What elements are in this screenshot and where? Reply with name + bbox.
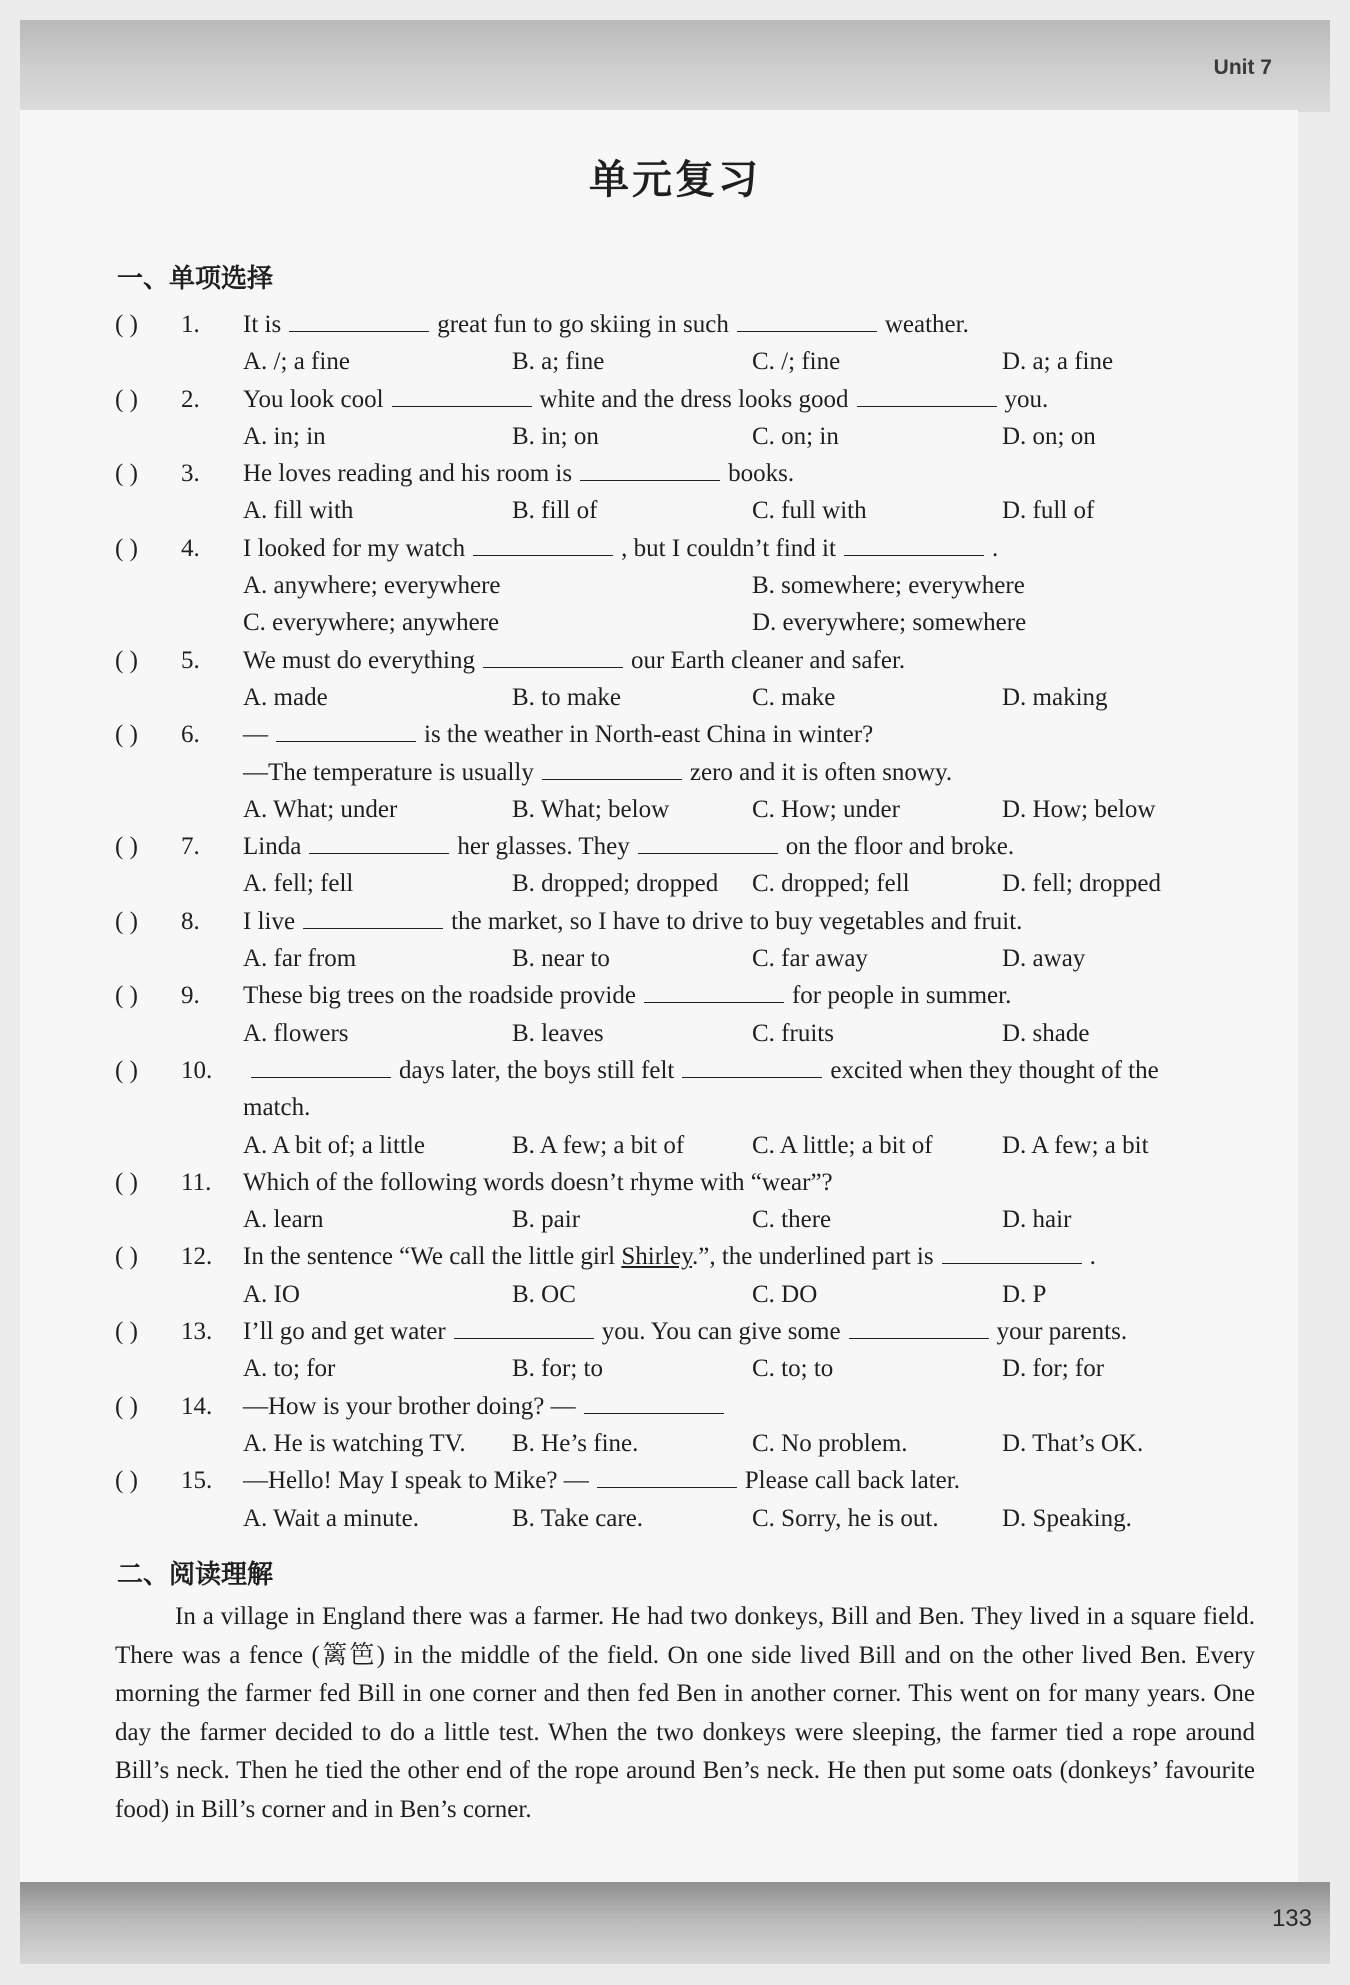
options-row bbox=[115, 1276, 1240, 1313]
answer-parentheses[interactable]: ( ) bbox=[115, 1318, 138, 1346]
option-choice[interactable]: B. for; to bbox=[512, 1355, 603, 1383]
option-choice[interactable]: A. anywhere; everywhere bbox=[243, 572, 501, 600]
question-line bbox=[115, 381, 1240, 418]
answer-parentheses[interactable]: ( ) bbox=[115, 534, 138, 562]
option-choice[interactable]: D. making bbox=[1002, 683, 1108, 711]
options-row bbox=[115, 418, 1240, 455]
answer-blank[interactable] bbox=[289, 309, 429, 332]
question-number: 13. bbox=[181, 1318, 213, 1346]
question-text: match. bbox=[243, 1094, 311, 1122]
question-stem bbox=[243, 1089, 310, 1126]
question-text: . bbox=[991, 534, 999, 562]
option-choice[interactable]: D. fell; dropped bbox=[1002, 870, 1161, 898]
option-choice[interactable]: B. somewhere; everywhere bbox=[752, 572, 1025, 600]
option-choice[interactable]: B. near to bbox=[512, 945, 610, 973]
question-line bbox=[115, 1313, 1240, 1350]
options-row bbox=[115, 865, 1240, 902]
question-line bbox=[115, 642, 1240, 679]
answer-parentheses[interactable]: ( ) bbox=[115, 1168, 138, 1196]
underlined-word: Shirley bbox=[621, 1243, 692, 1271]
question-text: on the floor and broke. bbox=[785, 833, 1015, 861]
options-row bbox=[115, 604, 1240, 641]
reading-passage bbox=[115, 1598, 1255, 1829]
option-choice[interactable]: D. shade bbox=[1002, 1019, 1090, 1047]
option-choice[interactable]: A. far from bbox=[243, 945, 357, 973]
answer-blank[interactable] bbox=[454, 1316, 594, 1339]
question-stem bbox=[243, 1164, 833, 1201]
question-stem bbox=[243, 754, 952, 791]
question-text: , but I couldn’t find it bbox=[621, 534, 836, 562]
question-stem bbox=[243, 1052, 1159, 1089]
option-choice[interactable]: C. No problem. bbox=[752, 1429, 908, 1457]
question-text: .”, the underlined part is bbox=[691, 1243, 934, 1271]
option-choice[interactable]: B. A few; a bit of bbox=[512, 1131, 685, 1159]
option-choice[interactable]: C. to; to bbox=[752, 1355, 834, 1383]
question-number: 4. bbox=[181, 534, 200, 562]
option-choice[interactable]: A. made bbox=[243, 683, 328, 711]
option-choice[interactable]: A. learn bbox=[243, 1206, 324, 1234]
question-number: 12. bbox=[181, 1243, 213, 1271]
option-choice[interactable]: D. How; below bbox=[1002, 795, 1156, 823]
option-choice[interactable]: D. That’s OK. bbox=[1002, 1429, 1144, 1457]
question-number: 1. bbox=[181, 311, 200, 338]
question-text: . bbox=[1089, 1243, 1096, 1271]
option-choice[interactable]: C. full with bbox=[752, 497, 867, 525]
question-number: 8. bbox=[181, 907, 200, 935]
question-text: great fun to go skiing in such bbox=[437, 311, 729, 338]
answer-blank[interactable] bbox=[580, 458, 720, 481]
option-choice[interactable]: A. fill with bbox=[243, 497, 354, 525]
answer-blank[interactable] bbox=[309, 831, 449, 854]
question-stem bbox=[243, 306, 969, 343]
question-stem bbox=[243, 1462, 960, 1499]
option-choice[interactable]: C. /; fine bbox=[752, 348, 841, 376]
question-text: days later, the boys still felt bbox=[399, 1056, 675, 1084]
option-choice[interactable]: A. in; in bbox=[243, 422, 326, 450]
option-choice[interactable]: B. to make bbox=[512, 683, 622, 711]
question-text: — bbox=[243, 721, 268, 749]
options-row bbox=[115, 1127, 1240, 1164]
answer-parentheses[interactable]: ( ) bbox=[115, 1243, 138, 1271]
answer-blank[interactable] bbox=[303, 906, 443, 929]
question-stem bbox=[243, 642, 905, 679]
answer-blank[interactable] bbox=[644, 980, 784, 1003]
question-text: for people in summer. bbox=[791, 982, 1012, 1010]
section-heading-multiple-choice: 一、单项选择 bbox=[117, 264, 274, 294]
header-band bbox=[20, 20, 1330, 112]
option-choice[interactable]: C. on; in bbox=[752, 422, 839, 450]
answer-parentheses[interactable]: ( ) bbox=[115, 1392, 138, 1420]
question-number: 14. bbox=[181, 1392, 213, 1420]
option-choice[interactable]: C. make bbox=[752, 683, 836, 711]
question-text: your parents. bbox=[996, 1318, 1128, 1346]
options-row bbox=[115, 492, 1240, 529]
option-choice[interactable]: D. A few; a bit bbox=[1002, 1131, 1149, 1159]
answer-blank[interactable] bbox=[597, 1465, 737, 1488]
answer-blank[interactable] bbox=[942, 1241, 1082, 1264]
question-text: you. bbox=[1004, 385, 1049, 413]
question-line bbox=[115, 1238, 1240, 1275]
question-text: books. bbox=[728, 460, 795, 488]
question-line-continued bbox=[115, 754, 1240, 791]
question-stem bbox=[243, 455, 794, 492]
question-text: You look cool bbox=[243, 385, 384, 413]
question-text: her glasses. They bbox=[457, 833, 630, 861]
option-choice[interactable]: D. for; for bbox=[1002, 1355, 1105, 1383]
option-choice[interactable]: D. everywhere; somewhere bbox=[752, 609, 1027, 637]
option-choice[interactable]: C. Sorry, he is out. bbox=[752, 1504, 939, 1532]
option-choice[interactable]: D. a; a fine bbox=[1002, 348, 1114, 376]
option-choice[interactable]: C. far away bbox=[752, 945, 868, 973]
option-choice[interactable]: D. P bbox=[1002, 1280, 1047, 1308]
question-line bbox=[115, 903, 1240, 940]
answer-parentheses[interactable]: ( ) bbox=[115, 311, 138, 338]
option-choice[interactable]: A. He is watching TV. bbox=[243, 1429, 466, 1457]
question-text: is the weather in North-east China in winter? bbox=[424, 721, 874, 749]
answer-parentheses[interactable]: ( ) bbox=[115, 833, 138, 861]
answer-blank[interactable] bbox=[682, 1055, 822, 1078]
question-line bbox=[115, 1462, 1240, 1499]
option-choice[interactable]: D. on; on bbox=[1002, 422, 1096, 450]
question-stem bbox=[243, 828, 1014, 865]
answer-blank[interactable] bbox=[737, 309, 877, 332]
option-choice[interactable]: D. away bbox=[1002, 945, 1086, 973]
answer-blank[interactable] bbox=[542, 757, 682, 780]
question-text: Linda bbox=[243, 833, 302, 861]
answer-blank[interactable] bbox=[844, 533, 984, 556]
question-text: Please call back later. bbox=[744, 1467, 960, 1495]
option-choice[interactable]: A. Wait a minute. bbox=[243, 1504, 419, 1532]
passage-paragraph: In a village in England there was a farmer. He had two donkeys, Bill and Ben. They lived in a square field. There was a fence (篱笆) in the middle of the field. On one side lived Bill and on the other lived Ben. Every morning the farmer fed Bill in one corner and then fed Ben in another corner. This went on for many years. One day the farmer decided to do a little test. When the two donkeys were sleeping, the farmer tied a rope around Bill’s neck. Then he tied the other end of the rope around Ben’s neck. He then put some oats (donkeys’ favourite food) in Bill’s corner and in Ben’s corner. bbox=[115, 1603, 1255, 1823]
question-line bbox=[115, 1052, 1240, 1089]
question-line bbox=[115, 306, 1240, 343]
option-choice[interactable]: B. pair bbox=[512, 1206, 581, 1234]
option-choice[interactable]: A. /; a fine bbox=[243, 348, 350, 376]
question-text: zero and it is often snowy. bbox=[689, 758, 953, 786]
question-line bbox=[115, 1388, 1240, 1425]
option-choice[interactable]: B. fill of bbox=[512, 497, 598, 525]
question-stem bbox=[243, 381, 1048, 418]
option-choice[interactable]: A. flowers bbox=[243, 1019, 349, 1047]
options-row bbox=[115, 679, 1240, 716]
question-text: —The temperature is usually bbox=[243, 758, 534, 786]
answer-parentheses[interactable]: ( ) bbox=[115, 385, 138, 413]
option-choice[interactable]: B. He’s fine. bbox=[512, 1429, 639, 1457]
question-number: 10. bbox=[181, 1056, 213, 1084]
page-number: 133 bbox=[1271, 1905, 1312, 1932]
answer-parentheses[interactable]: ( ) bbox=[115, 646, 138, 674]
option-choice[interactable]: D. Speaking. bbox=[1002, 1504, 1132, 1532]
question-line bbox=[115, 1164, 1240, 1201]
question-number: 6. bbox=[181, 721, 200, 749]
option-choice[interactable]: B. in; on bbox=[512, 422, 599, 450]
question-line bbox=[115, 716, 1240, 753]
question-text: —Hello! May I speak to Mike? — bbox=[243, 1467, 589, 1495]
question-text: We must do everything bbox=[243, 646, 475, 674]
options-row bbox=[115, 1425, 1240, 1462]
question-stem bbox=[243, 903, 1022, 940]
question-line-continued bbox=[115, 1089, 1240, 1126]
option-choice[interactable]: C. How; under bbox=[752, 795, 900, 823]
option-choice[interactable]: B. a; fine bbox=[512, 348, 605, 376]
answer-blank[interactable] bbox=[857, 384, 997, 407]
question-stem bbox=[243, 1388, 732, 1425]
question-text: —How is your brother doing? — bbox=[243, 1392, 576, 1420]
answer-blank[interactable] bbox=[251, 1055, 391, 1078]
question-text: I looked for my watch bbox=[243, 534, 466, 562]
options-row bbox=[115, 1201, 1240, 1238]
answer-parentheses[interactable]: ( ) bbox=[115, 460, 138, 488]
question-stem bbox=[243, 1238, 1096, 1275]
question-line bbox=[115, 828, 1240, 865]
option-choice[interactable]: C. there bbox=[752, 1206, 832, 1234]
question-stem bbox=[243, 716, 873, 753]
options-row bbox=[115, 567, 1240, 604]
question-text: In the sentence “We call the little girl bbox=[243, 1243, 622, 1271]
answer-blank[interactable] bbox=[638, 831, 778, 854]
option-choice[interactable]: C. DO bbox=[752, 1280, 818, 1308]
option-choice[interactable]: B. Take care. bbox=[512, 1504, 644, 1532]
option-choice[interactable]: B. OC bbox=[512, 1280, 576, 1308]
question-line bbox=[115, 455, 1240, 492]
answer-parentheses[interactable]: ( ) bbox=[115, 907, 138, 935]
question-list bbox=[115, 306, 1240, 1537]
question-text: He loves reading and his room is bbox=[243, 460, 573, 488]
option-choice[interactable]: C. dropped; fell bbox=[752, 870, 910, 898]
question-text: the market, so I have to drive to buy vegetables and fruit. bbox=[451, 907, 1023, 935]
question-line bbox=[115, 977, 1240, 1014]
page-title: 单元复习 bbox=[589, 157, 761, 203]
option-choice[interactable]: A. What; under bbox=[243, 795, 398, 823]
question-text: our Earth cleaner and safer. bbox=[630, 646, 906, 674]
option-choice[interactable]: B. What; below bbox=[512, 795, 670, 823]
option-choice[interactable]: B. leaves bbox=[512, 1019, 604, 1047]
section-heading-reading: 二、阅读理解 bbox=[117, 1560, 274, 1590]
option-choice[interactable]: A. IO bbox=[243, 1280, 300, 1308]
answer-blank[interactable] bbox=[473, 533, 613, 556]
answer-blank[interactable] bbox=[483, 645, 623, 668]
question-text: It is bbox=[243, 311, 282, 338]
answer-parentheses[interactable]: ( ) bbox=[115, 1056, 138, 1084]
options-row bbox=[115, 940, 1240, 977]
question-number: 7. bbox=[181, 833, 200, 861]
option-choice[interactable]: C. fruits bbox=[752, 1019, 834, 1047]
option-choice[interactable]: C. everywhere; anywhere bbox=[243, 609, 500, 637]
question-text: These big trees on the roadside provide bbox=[243, 982, 636, 1010]
option-choice[interactable]: D. hair bbox=[1002, 1206, 1072, 1234]
question-number: 2. bbox=[181, 385, 200, 413]
question-line bbox=[115, 530, 1240, 567]
question-number: 9. bbox=[181, 982, 200, 1010]
question-text: I’ll go and get water bbox=[243, 1318, 446, 1346]
answer-blank[interactable] bbox=[392, 384, 532, 407]
options-row bbox=[115, 343, 1240, 380]
option-choice[interactable]: A. A bit of; a little bbox=[243, 1131, 425, 1159]
options-row bbox=[115, 1500, 1240, 1537]
question-text: Which of the following words doesn’t rhyme with “wear”? bbox=[243, 1168, 833, 1196]
option-choice[interactable]: D. full of bbox=[1002, 497, 1095, 525]
question-number: 3. bbox=[181, 460, 200, 488]
question-text: white and the dress looks good bbox=[539, 385, 849, 413]
options-row bbox=[115, 1350, 1240, 1387]
question-text: you. You can give some bbox=[601, 1318, 841, 1346]
question-text: excited when they thought of the bbox=[830, 1056, 1159, 1084]
option-choice[interactable]: A. fell; fell bbox=[243, 870, 354, 898]
question-text: weather. bbox=[884, 311, 969, 338]
option-choice[interactable]: C. A little; a bit of bbox=[752, 1131, 933, 1159]
answer-blank[interactable] bbox=[849, 1316, 989, 1339]
question-stem bbox=[243, 1313, 1127, 1350]
answer-blank[interactable] bbox=[276, 719, 416, 742]
footer-band bbox=[20, 1882, 1330, 1964]
options-row bbox=[115, 791, 1240, 828]
question-stem bbox=[243, 977, 1011, 1014]
option-choice[interactable]: B. dropped; dropped bbox=[512, 870, 719, 898]
option-choice[interactable]: A. to; for bbox=[243, 1355, 336, 1383]
question-stem bbox=[243, 530, 998, 567]
answer-parentheses[interactable]: ( ) bbox=[115, 1467, 138, 1495]
answer-parentheses[interactable]: ( ) bbox=[115, 982, 138, 1010]
answer-parentheses[interactable]: ( ) bbox=[115, 721, 138, 749]
unit-label: Unit 7 bbox=[1213, 56, 1272, 79]
question-number: 11. bbox=[181, 1168, 212, 1196]
answer-blank[interactable] bbox=[584, 1391, 724, 1414]
question-text: I live bbox=[243, 907, 296, 935]
question-number: 5. bbox=[181, 646, 200, 674]
question-number: 15. bbox=[181, 1467, 213, 1495]
options-row bbox=[115, 1015, 1240, 1052]
